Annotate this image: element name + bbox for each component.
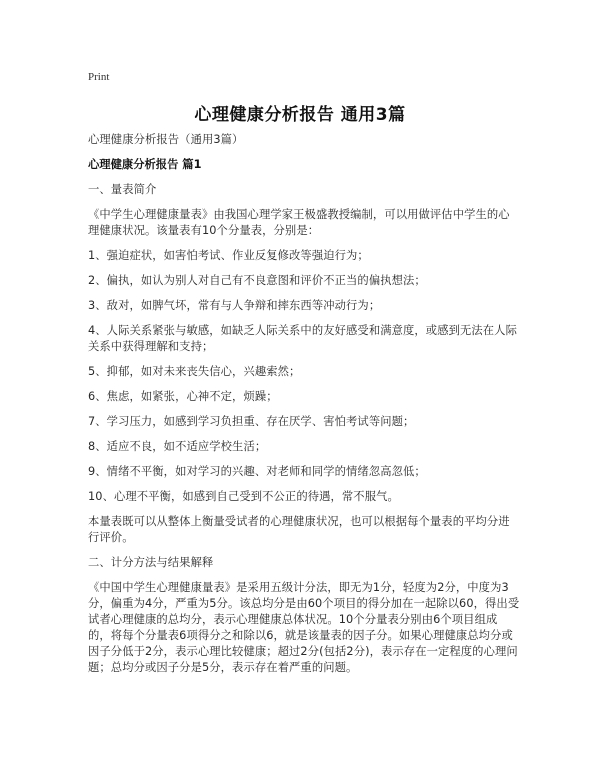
scoring-paragraph: 《中国中学生心理健康量表》是采用五级计分法，即无为1分，轻度为2分，中度为3分，偏重为4分，严重为5分。该总均分是由60个项目的得分加在一起除以60，得出受试者心理健康的总均分，表示心理健康总体状况。10个分量表分别由6个项目组成的，将每个分量表6项得分之和除以6，就是该量表的因子分。如果心理健康总均分或因子分低于2分，表示心理比较健康；超过2分(包括2分)，表示存在一定程度的心理问题；总均分或因子分是5分，表示存在着严重的问题。 xyxy=(88,581,520,674)
list-item: 7、学习压力，如感到学习负担重、存在厌学、害怕考试等问题； xyxy=(88,415,415,428)
summary-paragraph: 本量表既可以从整体上衡量受试者的心理健康状况，也可以根据每个量表的平均分进行评价。 xyxy=(88,515,510,544)
list-item: 6、焦虑，如紧张，心神不定，烦躁； xyxy=(88,390,278,403)
list-item: 5、抑郁，如对未来丧失信心，兴趣索然； xyxy=(88,365,301,378)
document-body xyxy=(88,132,520,685)
list-item: 4、人际关系紧张与敏感，如缺乏人际关系中的友好感受和满意度，或感到无法在人际关系中获得理解和支持； xyxy=(88,324,517,353)
section-heading: 心理健康分析报告 篇1 xyxy=(88,158,202,171)
part2-heading: 二、计分方法与结果解释 xyxy=(88,556,214,569)
document-subtitle: 心理健康分析报告（通用3篇） xyxy=(88,133,244,146)
list-item: 2、偏执，如认为别人对自己有不良意图和评价不正当的偏执想法； xyxy=(88,274,426,287)
list-item: 1、强迫症状，如害怕考试、作业反复修改等强迫行为； xyxy=(88,249,369,262)
list-item: 3、敌对，如脾气坏，常有与人争辩和摔东西等冲动行为； xyxy=(88,299,381,312)
print-label[interactable]: Print xyxy=(88,71,110,83)
part1-heading: 一、量表简介 xyxy=(88,183,157,196)
intro-paragraph: 《中学生心理健康量表》由我国心理学家王极盛教授编制，可以用做评估中学生的心理健康状况。该量表有10个分量表，分别是： xyxy=(88,208,510,237)
list-item: 9、情绪不平衡，如对学习的兴趣、对老师和同学的情绪忽高忽低； xyxy=(88,465,426,478)
document-title: 心理健康分析报告 通用3篇 xyxy=(194,105,406,125)
list-item: 8、适应不良，如不适应学校生活； xyxy=(88,440,267,453)
list-item: 10、心理不平衡，如感到自己受到不公正的待遇，常不服气。 xyxy=(88,490,399,503)
